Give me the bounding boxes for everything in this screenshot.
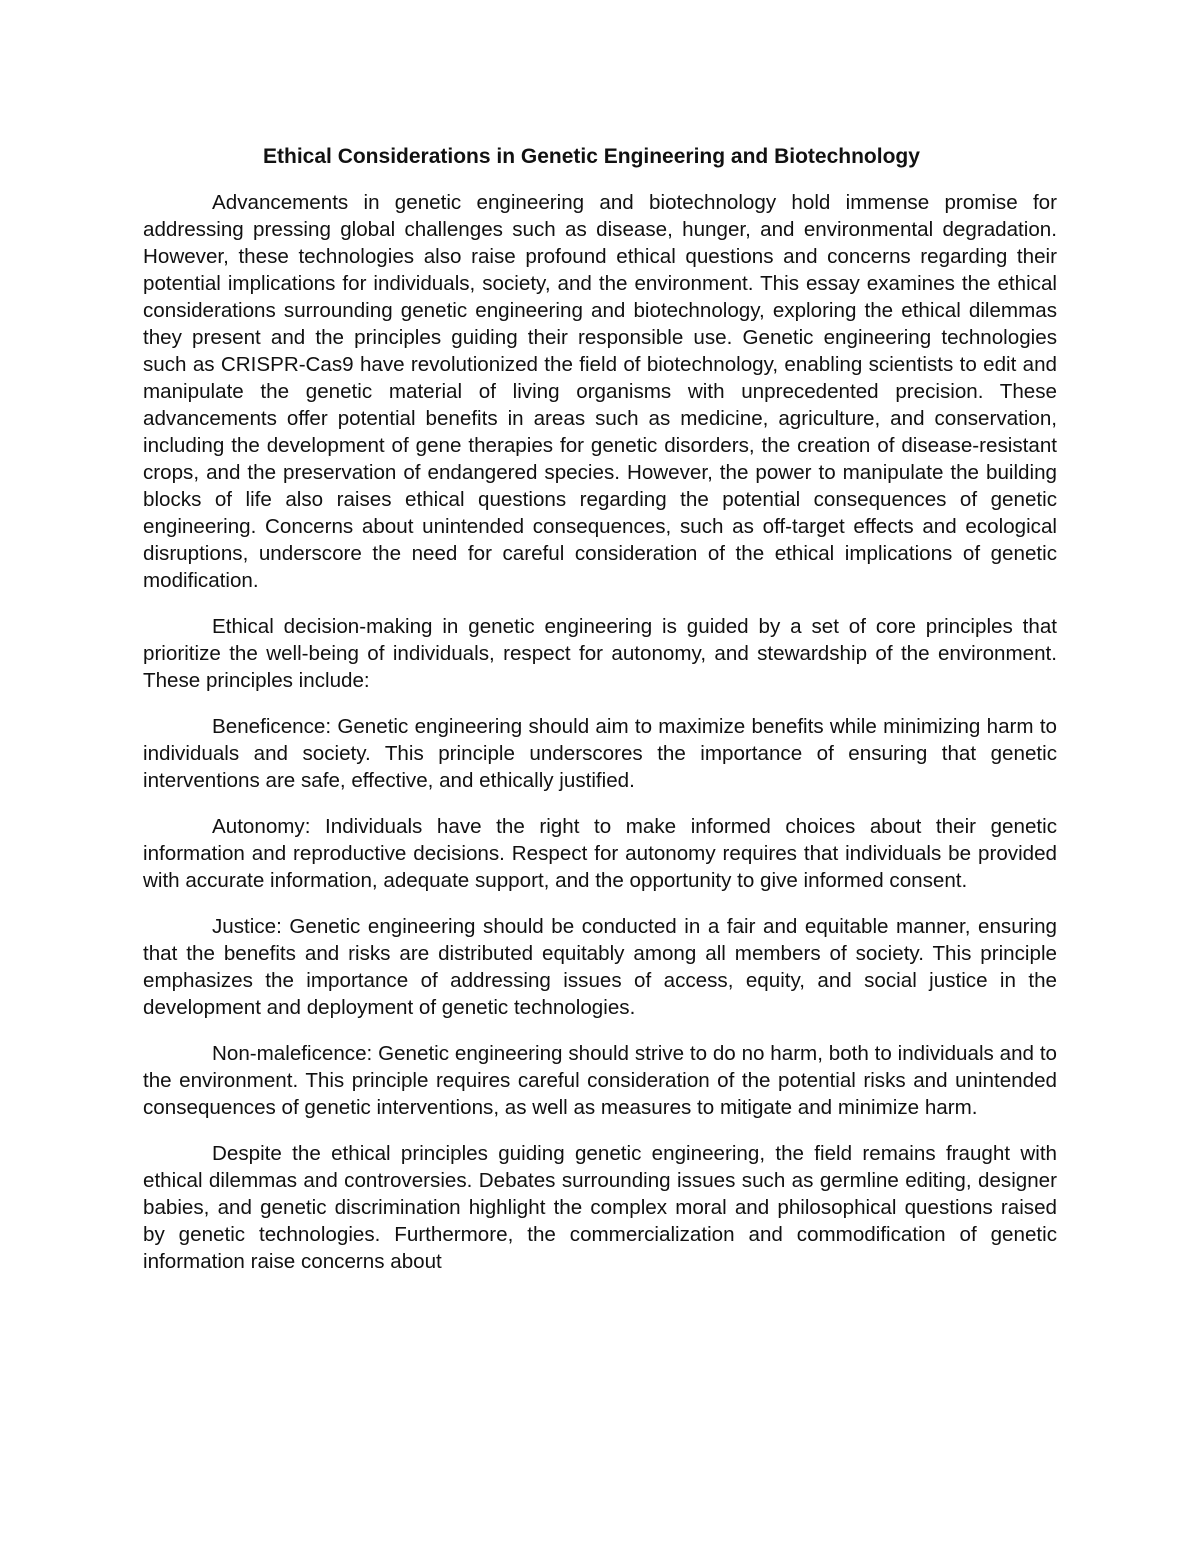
paragraph-non-maleficence: Non-maleficence: Genetic engineering should strive to do no harm, both to individuals and to the environment. This principle requires careful consideration of the potential risks and unintended consequences of genetic interventions, as well as measures to mitigate and minimize harm. [143,1042,1057,1119]
paragraph-autonomy: Autonomy: Individuals have the right to make informed choices about their genetic information and reproductive decisions. Respect for autonomy requires that individuals be provided with accurate information, adequate support, and the opportunity to give informed consent. [143,815,1057,892]
paragraph-introduction: Advancements in genetic engineering and biotechnology hold immense promise for addressing pressing global challenges such as disease, hunger, and environmental degradation. However, these technologies also raise profound ethical questions and concerns regarding their potential implications for individuals, society, and the environment. This essay examines the ethical considerations surrounding genetic engineering and biotechnology, exploring the ethical dilemmas they present and the principles guiding their responsible use. Genetic engineering technologies such as CRISPR-Cas9 have revolutionized the field of biotechnology, enabling scientists to edit and manipulate the genetic material of living organisms with unprecedented precision. These advancements offer potential benefits in areas such as medicine, agriculture, and conservation, including the development of gene therapies for genetic disorders, the creation of disease-resistant crops, and the preservation of endangered species. However, the power to manipulate the building blocks of life also raises ethical questions regarding the potential consequences of genetic engineering. Concerns about unintended consequences, such as off-target effects and ecological disruptions, underscore the need for careful consideration of the ethical implications of genetic modification. [143,191,1057,592]
paragraph-justice: Justice: Genetic engineering should be conducted in a fair and equitable manner, ensuring that the benefits and risks are distributed equitably among all members of society. This principle emphasizes the importance of addressing issues of access, equity, and social justice in the development and deployment of genetic technologies. [143,915,1057,1019]
paragraph-dilemmas: Despite the ethical principles guiding genetic engineering, the field remains fraught with ethical dilemmas and controversies. Debates surrounding issues such as germline editing, designer babies, and genetic discrimination highlight the complex moral and philosophical questions raised by genetic technologies. Furthermore, the commercialization and commodification of genetic information raise concerns about [143,1142,1057,1273]
document-body [143,142,1057,1275]
paragraph-core-principles: Ethical decision-making in genetic engineering is guided by a set of core principles that prioritize the well-being of individuals, respect for autonomy, and stewardship of the environment. These principles include: [143,615,1057,692]
document-title: Ethical Considerations in Genetic Engineering and Biotechnology [263,145,920,168]
paragraph-beneficence: Beneficence: Genetic engineering should aim to maximize benefits while minimizing harm to individuals and society. This principle underscores the importance of ensuring that genetic interventions are safe, effective, and ethically justified. [143,715,1057,792]
